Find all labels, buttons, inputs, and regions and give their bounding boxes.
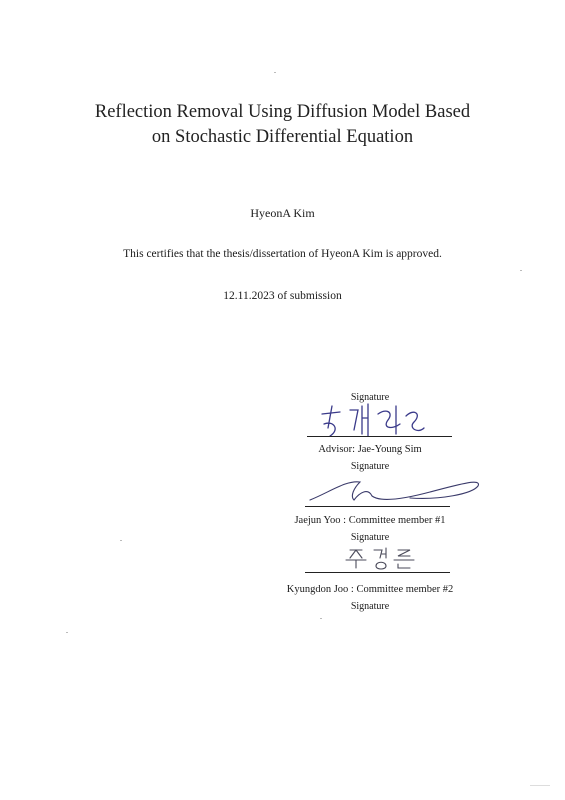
scan-speck: [120, 540, 122, 541]
scan-speck: [320, 618, 322, 619]
thesis-title: [0, 100, 565, 150]
committee-2-handwritten-signature: [342, 544, 422, 572]
scan-speck: [274, 72, 276, 73]
committee-1-handwritten-signature: [300, 470, 485, 508]
thesis-title-line-2: on Stochastic Differential Equation: [151, 127, 414, 147]
signature-label-committee-2: Signature: [350, 532, 390, 543]
scan-speck: [66, 632, 68, 633]
advisor-name: Advisor: Jae-Young Sim: [318, 444, 422, 455]
scan-speck: [530, 785, 550, 786]
signature-line-committee-1: [305, 506, 450, 507]
signature-line-advisor: [307, 436, 452, 437]
committee-2-name: Kyungdon Joo : Committee member #2: [286, 584, 454, 595]
submission-date: 12.11.2023 of submission: [223, 290, 342, 302]
signature-label-committee-1: Signature: [350, 461, 390, 472]
scan-speck: [520, 270, 522, 271]
signature-label-trailing: Signature: [350, 601, 390, 612]
certification-statement: This certifies that the thesis/dissertation of HyeonA Kim is approved.: [123, 248, 442, 260]
author-name: HyeonA Kim: [250, 206, 315, 220]
signature-label-advisor: Signature: [350, 392, 390, 403]
thesis-title-line-1: Reflection Removal Using Diffusion Model Based: [94, 102, 471, 122]
signature-line-committee-2: [305, 572, 450, 573]
committee-1-name: Jaejun Yoo : Committee member #1: [294, 515, 446, 526]
